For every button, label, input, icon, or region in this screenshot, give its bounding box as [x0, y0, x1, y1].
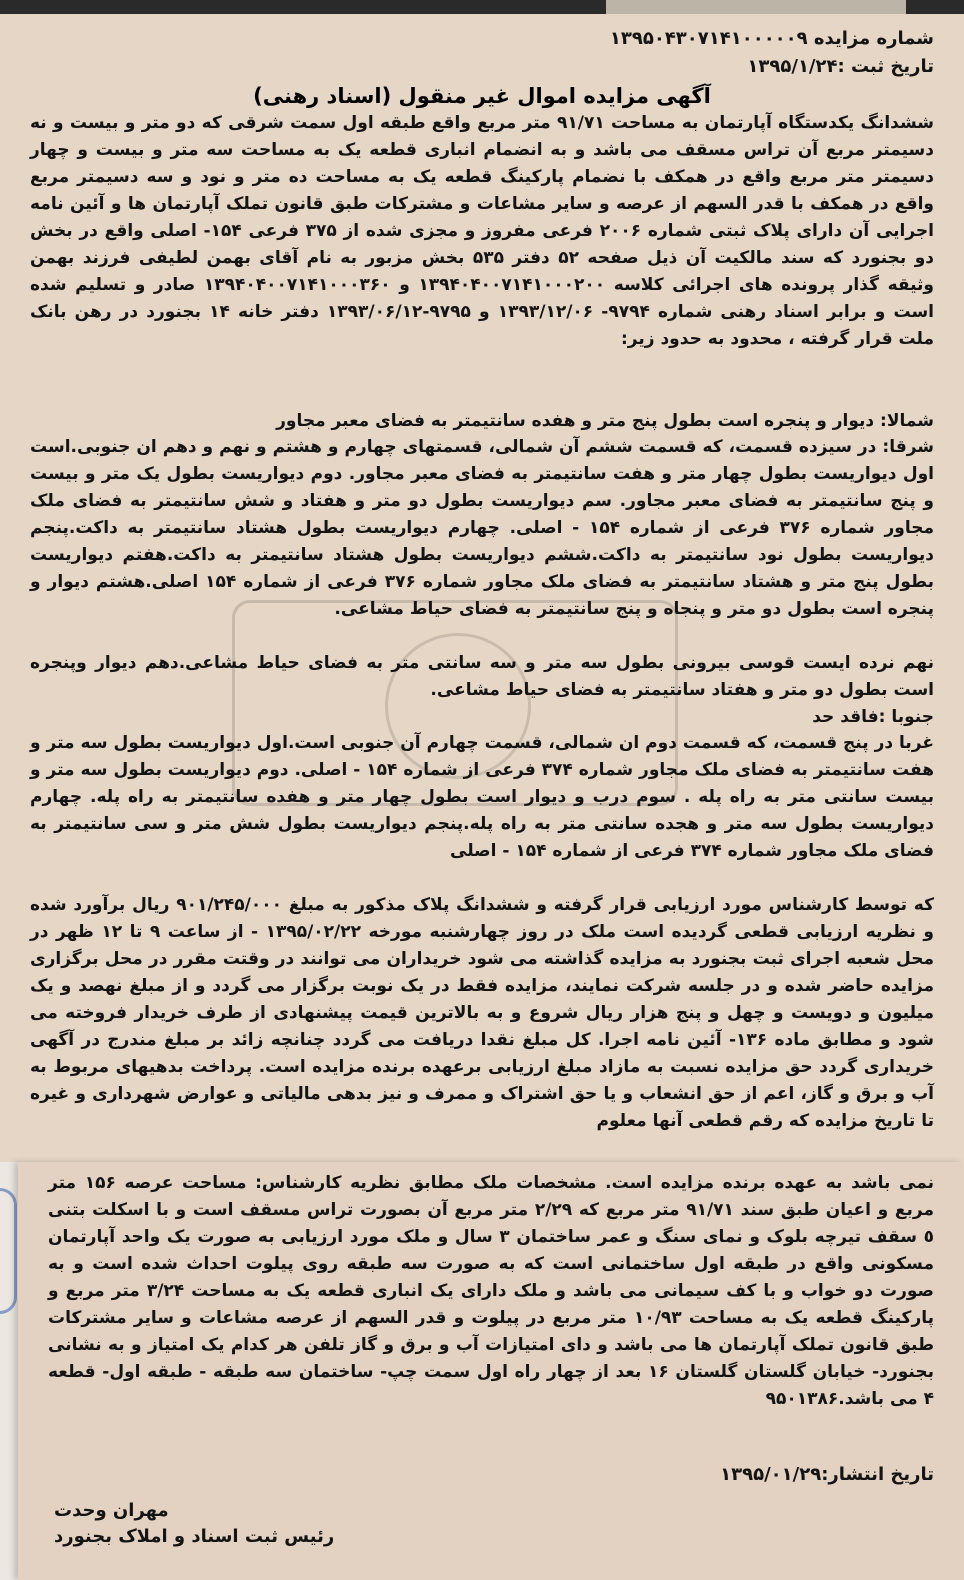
paragraph-intro: ششدانگ یکدستگاه آپارتمان به مساحت ۹۱/۷۱ متر مربع واقع طبقه اول سمت شرقی که دو متر و بیست و نه دسیمتر مربع آن تراس مسقف می باشد و به انضمام انباری قطعه یک به مساحت سه متر و بیست و چهار دسیمتر متر مربع واقع در همکف با نضمام پارکینگ قطعه یک به مساحت ده متر و نود و سه دسیمتر مربع واقع در همکف با قدر السهم از عرصه و سایر مشاعات و مشترکات طبق قانون تملک آپارتمان ها و آئین نامه اجرایی آن دارای پلاک ثبتی شماره ۲۰۰۶ فرعی مفروز و مجزی شده از ۳۷۵ فرعی ۱۵۴- اصلی واقع در بخش دو بجنورد که سند مالکیت آن ذیل صفحه ۵۲ دفتر ۵۳۵ بخش مزبور به نام آقای بهمن لطیفی فرزند بهمن وثیقه گذار پرونده های اجرائی کلاسه ۱۳۹۴۰۴۰۰۷۱۴۱۰۰۰۲۰۰ و ۱۳۹۴۰۴۰۰۷۱۴۱۰۰۰۳۶۰ صادر و تسلیم شده است و برابر اسناد رهنی شماره ۹۷۹۴- ۱۳۹۳/۱۲/۰۶ و ۹۷۹۵-۱۳۹۳/۰۶/۱۲ دفتر خانه ۱۴ بجنورد در رهن بانک ملت قرار گرفته ، محدود به حدود زیر:	[30, 113, 935, 349]
signatory-title: رئیس ثبت اسناد و املاک بجنورد	[54, 1526, 335, 1547]
top-edge-chip	[606, 0, 906, 14]
publication-date: تاریخ انتشار:۱۳۹۵/۰۱/۲۹	[720, 1464, 934, 1485]
boundary-west: غربا در پنج قسمت، که قسمت دوم ان شمالی، قسمت چهارم آن جنوبی است.اول دیواریست بطول سه متر و هفت سانتیمتر به فضای ملک مجاور شماره ۳۷۴ فرعی از شماره ۱۵۴ - اصلی. دوم دیواریست بطول سه متر و بیست سانتی متر به راه پله . سوم درب و دیوار است بطول چهار متر و هفده سانتیمتر به راه پله. چهارم دیواریست بطول سه متر و هجده سانتی متر به راه پله.پنجم دیواریست بطول شش متر و سی سانتیمتر به فضای ملک مجاور شماره ۳۷۴ فرعی از شماره ۱۵۴ - اصلی	[30, 733, 934, 861]
background-blue-mark	[0, 1188, 17, 1314]
boundary-east: شرقا: در سیزده قسمت، که قسمت ششم آن شمالی، قسمتهای چهارم و هشتم و نهم و دهم ان جنوبی.است اول دیواریست بطول چهار متر و هفت سانتیمتر به فضای معبر مجاور. دوم دیواریست بطول یک متر و بیست و پنج سانتیمتر به فضای معبر مجاور. سم دیواریست بطول دو متر و هفتاد و شش سانتیمتر به فضای ملک مجاور شماره ۳۷۶ فرعی از شماره ۱۵۴ - اصلی. چهارم دیواریست بطول هشتاد سانتیمتر به داکت.پنجم دیواریست بطول نود سانتیمتر به داکت.ششم دیواریست بطول هشتاد سانتیمتر به داکت.هفتم دیواریست بطول پنج متر و هشتاد سانتیمتر به فضای ملک مجاور شماره ۳۷۶ فرعی از شماره ۱۵۴ اصلی.هشتم دیوار و پنجره است بطول دو متر و پنجاه و پنج سانتیمتر به فضای حیاط مشاعی.	[30, 437, 935, 619]
auction-number: شماره مزایده ۱۳۹۵۰۴۳۰۷۱۴۱۰۰۰۰۰۹	[609, 28, 934, 49]
paragraph-specs: نمی باشد به عهده برنده مزایده است. مشخصات ملک مطابق نظریه کارشناس: مساحت عرصه ۱۵۶ متر مربع و اعیان طبق سند ۹۱/۷۱ متر مربع که ۲/۲۹ متر مربع آن بصورت تراس مسقف است و با اسکلت بتنی ٥ سقف تیرچه بلوک و نمای سنگ و عمر ساختمان ۳ سال و ملک مورد ارزیابی به صورت یک واحد آپارتمان مسکونی واقع در طبقه اول ساختمانی است که به صورت سه طبقه روی پیلوت احداث شده است و به صورت دو خواب و با کف سیمانی می باشد و ملک دارای یک انباری قطعه یک به مساحت ۳/۲۴ متر مربع و پارکینگ قطعه یک به مساحت ۱۰/۹۳ متر مربع در پیلوت و قدر السهم از عرصه مشاعات و سایر مشترکات طبق قانون تملک آپارتمان ها می باشد و دای امتیازات آب و برق و گاز تلفن هر کدام یک امتیاز و به نشانی بجنورد- خیابان گلستان گلستان ۱۶ بعد از چهار راه اول سمت چپ- ساختمان سه طبقه - طبقه اول- قطعه ۴ می باشد.۹۵۰۱۳۸۶	[48, 1173, 935, 1409]
paragraph-valuation: که توسط کارشناس مورد ارزیابی قرار گرفته و ششدانگ پلاک مذکور به مبلغ ۹۰۱/۲۴۵/۰۰۰ ریال برآورد شده و نظریه ارزیابی قطعی گردیده است ملک در روز چهارشنبه مورخه ۱۳۹۵/۰۲/۲۲ - از ساعت ۹ تا ۱۲ ظهر در محل شعبه اجرای ثبت بجنورد به مزایده گذاشته می شود خریداران می توانند در وقتت مقرر در محل برگزاری مزایده حاضر شده و در جلسه شرکت نمایند، مزایده فقط در یک نوبت برگزار می گردد و از مبلغ نهصد و یک میلیون و دویست و چهل و پنج هزار ریال شروع و به بالاترین قیمت پیشنهادی از طرف خریدار فروخته می شود و مطابق ماده ۱۳۶- آئین نامه اجرا. کل مبلغ نقدا دریافت می گردد چنانچه زائد بر مبلغ مندرج در آگهی خریداری گردد حق مزایده نسبت به مازاد مبلغ ارزیابی برعهده برنده مزایده است. پرداخت بدهیهای مربوط به آب و برق و گاز، اعم از حق انشعاب و یا حق اشتراک و ممرف و نیز بدهی مالیاتی و عوارض شهرداری و غیره تا تاریخ مزایده که رقم قطعی آنها معلوم	[30, 895, 935, 1131]
boundary-north: شمالا: دیوار و پنجره است بطول پنج متر و هفده سانتیمتر به فضای معبر مجاور	[276, 411, 934, 431]
notice-title: آگهی مزایده اموال غیر منقول (اسناد رهنی)	[253, 84, 711, 108]
boundary-south: جنوبا :فاقد حد	[812, 707, 934, 727]
boundary-east-continued: نهم نرده ایست قوسی بیرونی بطول سه متر و سه سانتی متر به فضای حیاط مشاعی.دهم دیوار وپنجره است بطول دو متر و هفتاد سانتیمتر به فضای حیاط مشاعی.	[30, 653, 934, 700]
signatory-name: مهران وحدت	[54, 1500, 169, 1521]
notice-clipping-lower	[18, 1162, 964, 1580]
registration-date: تاریخ ثبت :۱۳۹۵/۱/۲۴	[747, 56, 934, 77]
